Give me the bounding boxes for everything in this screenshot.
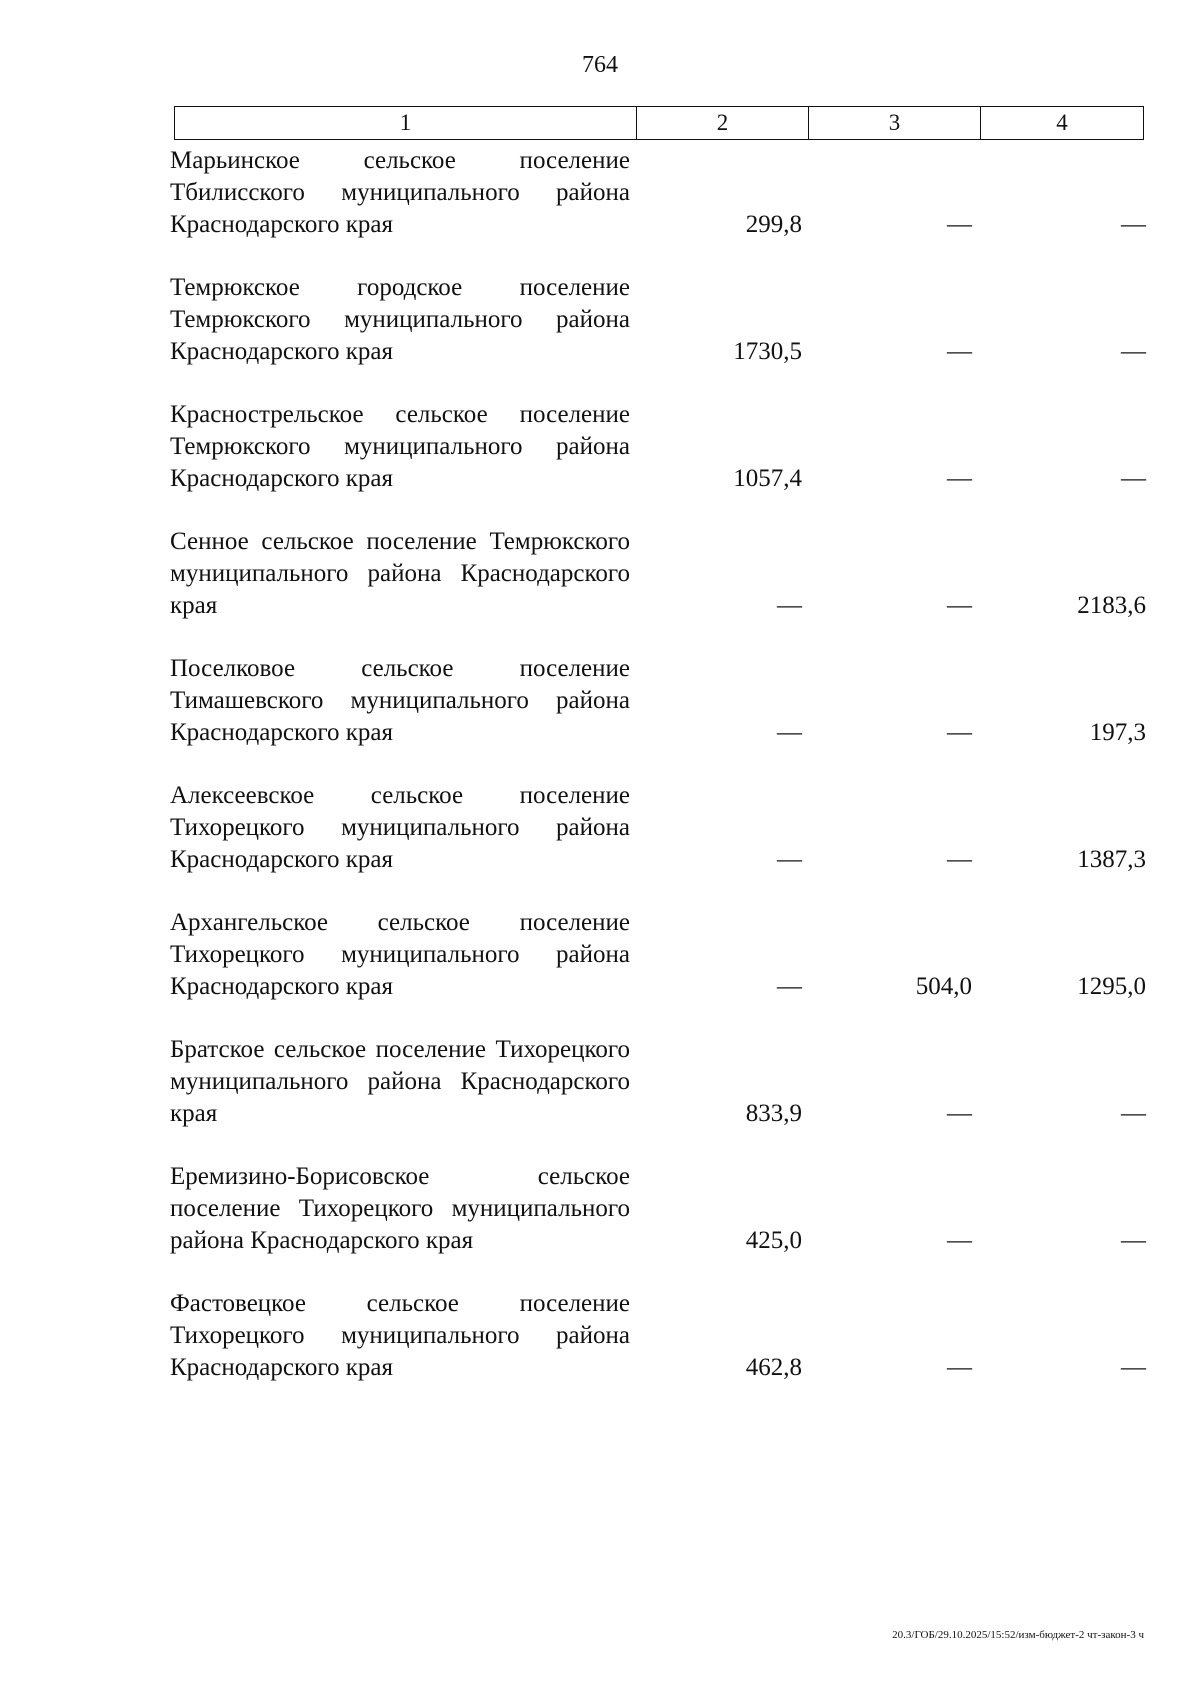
value-col-4: 1295,0: [1077, 973, 1146, 1000]
value-col-4: —: [1121, 1227, 1146, 1254]
table-row: [0, 1288, 1200, 1388]
settlement-name: Краснострельское сельское поселение Темрюкского муниципального района Краснодарского края: [170, 401, 630, 492]
value-col-3: —: [947, 211, 972, 238]
value-col-2: —: [777, 846, 802, 873]
value-col-4: —: [1121, 465, 1146, 492]
value-col-3: —: [947, 1227, 972, 1254]
table-row: [0, 399, 1200, 499]
value-col-4: —: [1121, 1354, 1146, 1381]
settlement-name: Поселковое сельское поселение Тимашевского муниципального района Краснодарского края: [170, 655, 630, 746]
value-col-2: —: [777, 973, 802, 1000]
value-col-4: —: [1121, 1100, 1146, 1127]
settlement-name: Архангельское сельское поселение Тихорецкого муниципального района Краснодарского края: [170, 909, 630, 1000]
settlement-name: Темрюкское городское поселение Темрюкского муниципального района Краснодарского края: [170, 274, 630, 365]
table-header: [174, 106, 1144, 140]
value-col-4: 2183,6: [1077, 592, 1146, 619]
header-col-2: 2: [636, 107, 808, 139]
value-col-3: —: [947, 465, 972, 492]
table-row: [0, 145, 1200, 245]
table-row: [0, 272, 1200, 372]
value-col-3: —: [947, 846, 972, 873]
document-stamp: 20.3/ГОБ/29.10.2025/15:52/изм-бюджет-2 чт-закон-3 ч: [892, 1629, 1144, 1641]
table-row: [0, 653, 1200, 753]
table-row: [0, 780, 1200, 880]
value-col-4: 197,3: [1089, 719, 1146, 746]
value-col-4: —: [1121, 211, 1146, 238]
settlement-name: Фастовецкое сельское поселение Тихорецкого муниципального района Краснодарского края: [170, 1290, 630, 1381]
settlement-name: Сенное сельское поселение Темрюкского муниципального района Краснодарского края: [170, 528, 630, 619]
settlement-name: Братское сельское поселение Тихорецкого муниципального района Краснодарского края: [170, 1036, 630, 1127]
table-row: [0, 526, 1200, 626]
value-col-3: —: [947, 719, 972, 746]
table-row: [0, 1034, 1200, 1134]
settlement-name: Марьинское сельское поселение Тбилисского муниципального района Краснодарского края: [170, 147, 630, 238]
page-number: 764: [582, 52, 618, 78]
settlement-name: Еремизино-Борисовское сельское поселение Тихорецкого муниципального района Краснодарского края: [170, 1163, 630, 1254]
value-col-3: 504,0: [915, 973, 972, 1000]
value-col-3: —: [947, 338, 972, 365]
value-col-4: —: [1121, 338, 1146, 365]
value-col-2: 833,9: [745, 1100, 802, 1127]
value-col-2: —: [777, 592, 802, 619]
value-col-3: —: [947, 1100, 972, 1127]
header-col-4: 4: [980, 107, 1143, 139]
value-col-2: 1730,5: [733, 338, 802, 365]
value-col-2: 462,8: [745, 1354, 802, 1381]
value-col-3: —: [947, 1354, 972, 1381]
header-col-1: 1: [399, 110, 412, 135]
value-col-2: 299,8: [745, 211, 802, 238]
value-col-2: —: [777, 719, 802, 746]
value-col-2: 1057,4: [733, 465, 802, 492]
header-col-3: 3: [808, 107, 980, 139]
value-col-2: 425,0: [745, 1227, 802, 1254]
settlement-name: Алексеевское сельское поселение Тихорецкого муниципального района Краснодарского края: [170, 782, 630, 873]
value-col-4: 1387,3: [1077, 846, 1146, 873]
value-col-3: —: [947, 592, 972, 619]
table-row: [0, 1161, 1200, 1261]
table-row: [0, 907, 1200, 1007]
